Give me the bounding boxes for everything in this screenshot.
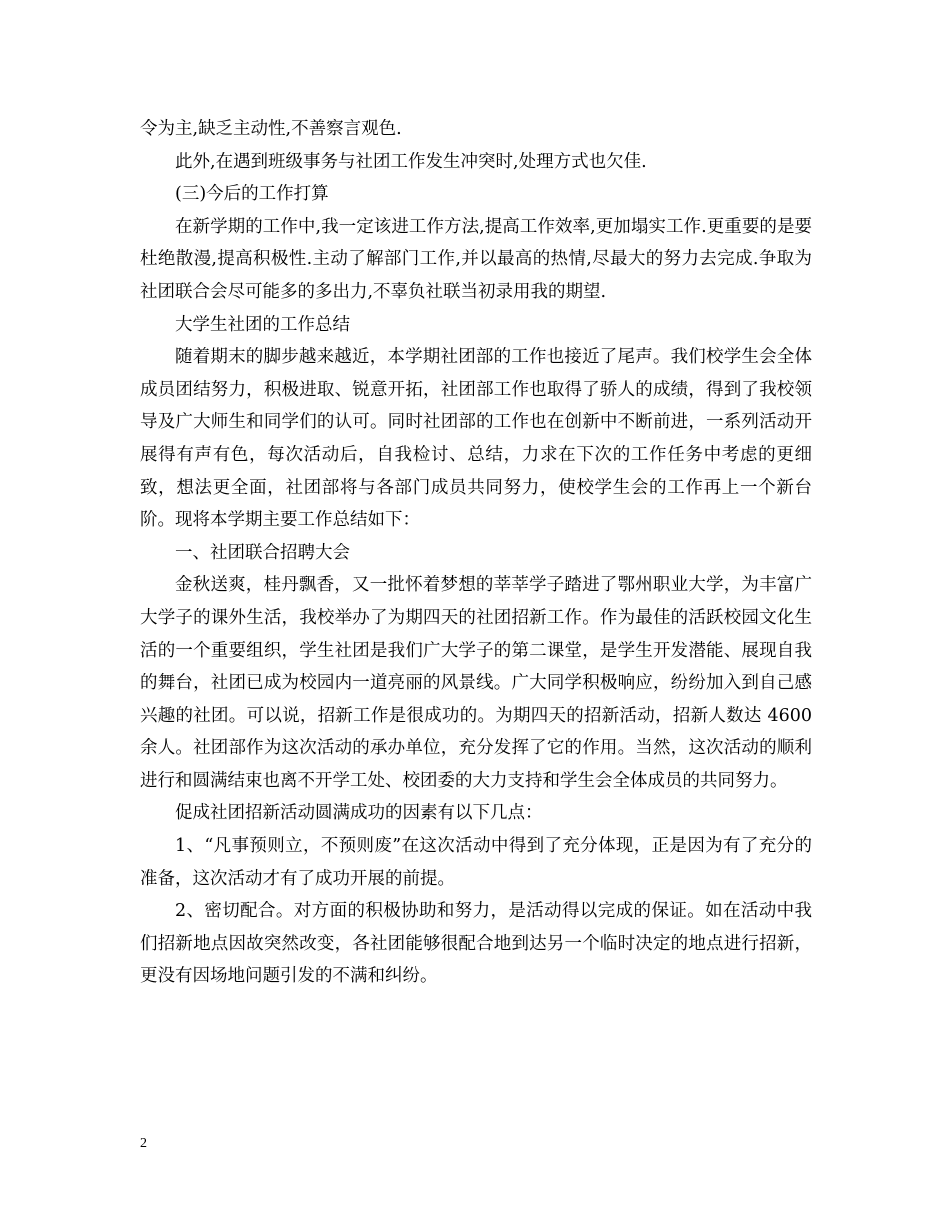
paragraph: 促成社团招新活动圆满成功的因素有以下几点： (175, 803, 543, 824)
body-text (140, 113, 812, 993)
list-item: 2、密切配合。对方面的积极协助和努力，是活动得以完成的保证。如在活动中我们招新地点因故突然改变，各社团能够很配合地到达另一个临时决定的地点进行招新，更没有因场地问题引发的不满和纠纷。 (140, 901, 812, 987)
paragraph: 随着期末的脚步越来越近，本学期社团部的工作也接近了尾声。我们校学生会全体成员团结努力，积极进取、锐意开拓，社团部工作也取得了骄人的成绩，得到了我校领导及广大师生和同学们的认可。同时社团部的工作也在创新中不断前进，一系列活动开展得有声有色，每次活动后，自我检讨、总结，力求在下次的工作任务中考虑的更细致，想法更全面，社团部将与各部门成员共同努力，使校学生会的工作再上一个新台阶。现将本学期主要工作总结如下： (140, 347, 812, 531)
paragraph: 令为主,缺乏主动性,不善察言观色. (140, 119, 402, 139)
list-item: 1、“凡事预则立，不预则废”在这次活动中得到了充分体现，正是因为有了充分的准备，这次活动才有了成功开展的前提。 (140, 836, 812, 889)
paragraph: 在新学期的工作中,我一定该进工作方法,提高工作效率,更加塌实工作.更重要的是要杜绝散漫,提高积极性.主动了解部门工作,并以最高的热情,尽最大的努力去完成.争取为社团联合会尽可能多的多出力,不辜负社联当初录用我的期望. (140, 216, 812, 302)
paragraph: 金秋送爽，桂丹飘香，又一批怀着梦想的莘莘学子踏进了鄂州职业大学，为丰富广大学子的课外生活，我校举办了为期四天的社团招新工作。作为最佳的活跃校园文化生活的一个重要组织，学生社团是我们广大学子的第二课堂，是学生开发潜能、展现自我的舞台，社团已成为校园内一道亮丽的风景线。广大同学积极响应，纷纷加入到自己感兴趣的社团。可以说，招新工作是很成功的。为期四天的招新活动，招新人数达 4600 余人。社团部作为这次活动的承办单位，充分发挥了它的作用。当然，这次活动的顺利进行和圆满结束也离不开学工处、校团委的大力支持和学生会全体成员的共同努力。 (140, 575, 812, 791)
section-heading: 一、社团联合招聘大会 (175, 542, 350, 563)
section-heading: (三)今后的工作打算 (175, 184, 329, 205)
page-number: 2 (140, 1136, 147, 1151)
document-subtitle: 大学生社团的工作总结 (175, 314, 350, 335)
paragraph: 此外,在遇到班级事务与社团工作发生冲突时,处理方式也欠佳. (175, 151, 647, 172)
